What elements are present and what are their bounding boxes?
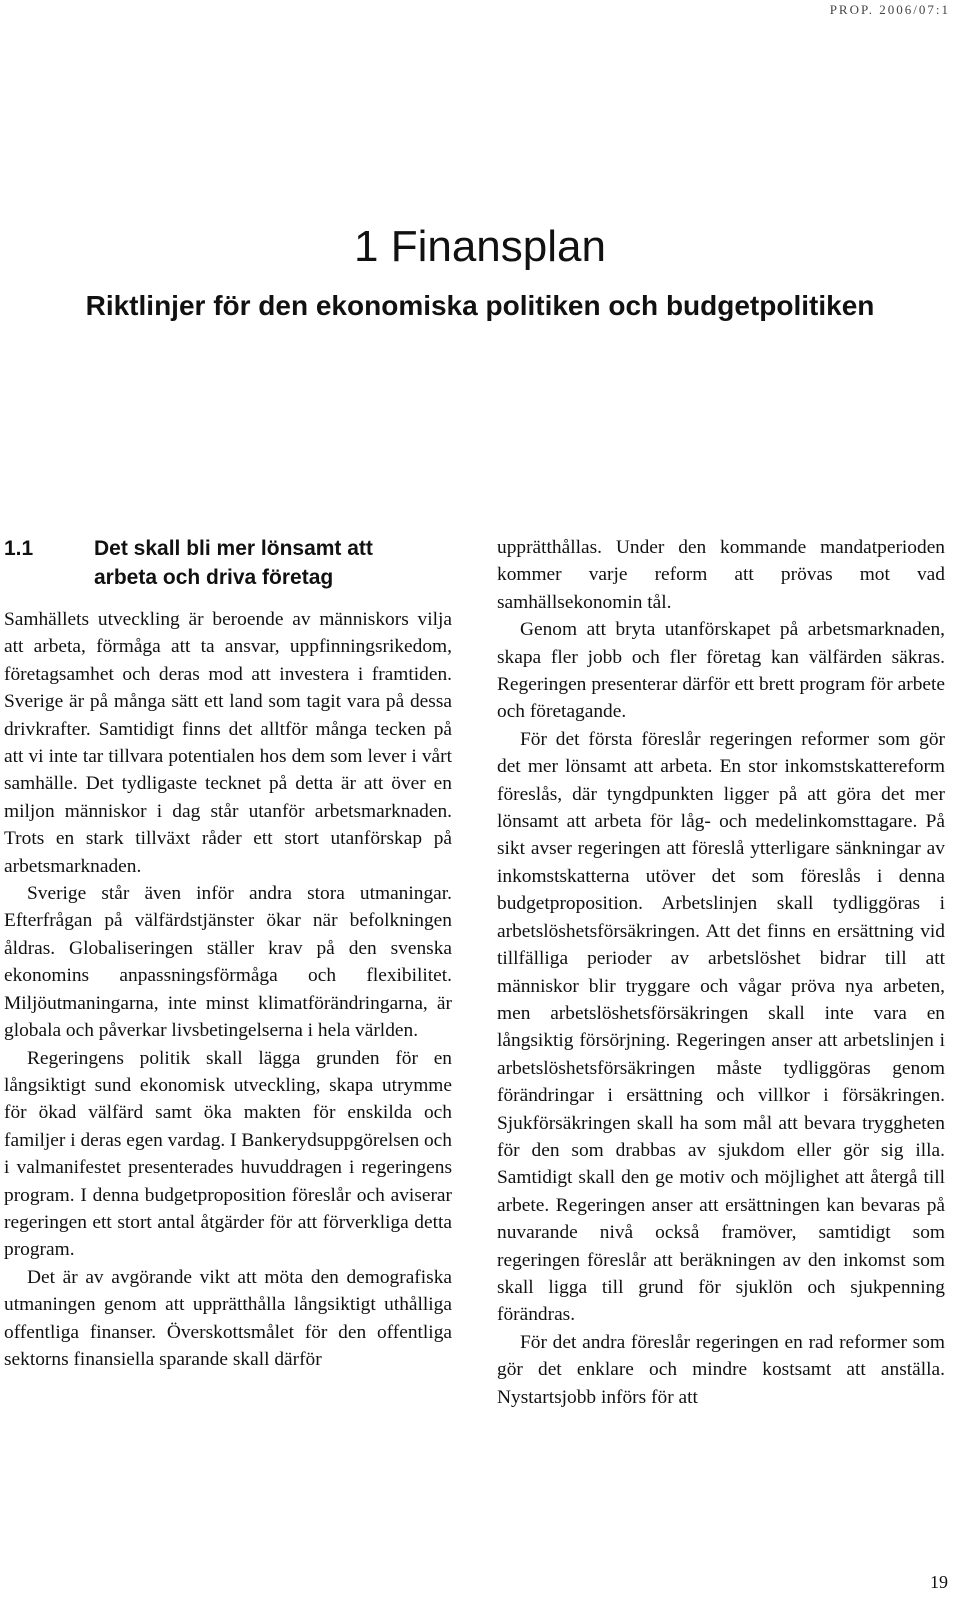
paragraph-continued: upprätthållas. Under den kommande mandatperioden kommer varje reform att prövas mot vad samhällsekonomin tål.: [497, 537, 945, 613]
page-number: 19: [930, 1572, 948, 1592]
paragraph: För det andra föreslår regeringen en rad reformer som gör det enklare och mindre kostsamt att anställa. Nystartsjobb införs för att: [497, 1331, 945, 1408]
paragraph: Det är av avgörande vikt att möta den demografiska utmaningen genom att upprätthålla långsiktigt uthålliga offentliga finanser. Överskottsmålet för den offentliga sektorns finansiella sparande skall därför: [4, 1266, 452, 1370]
paragraph: För det första föreslår regeringen reformer som gör det mer lönsamt att arbeta. En stor inkomstskattereform föreslås, där tyngdpunkten ligger på att göra det mer lönsamt att arbeta för låg- och medelinkomsttagare. På sikt avser regeringen att föreslå ytterligare sänkningar av inkomstskatterna utöver det som föreslås i denna budgetproposition. Arbetslinjen skall tydliggöras i arbetslöshetsförsäkringen. Att det finns en ersättning vid tillfälliga perioder av arbetslöshet bidrar till att människor blir tryggare och vågar pröva nya arbeten, men arbetslöshetsförsäkringen skall inte vara en långsiktig försörjning. Regeringen anser att arbetslinjen i arbetslöshetsförsäkringen måste tydliggöras genom förändringar i ersättning och villkor i försäkringen. Sjukförsäkringen skall ha som mål att bevara tryggheten för den som drabbas av sjukdom eller gör sig illa. Samtidigt skall den ge motiv och möjlighet att återgå till arbete. Regeringen anser att ersättningen kan bevaras på nuvarande nivå också framöver, samtidigt som regeringen föreslår att beräkningen av den inkomst som skall ligga till grund för sjuklön och sjukpenning förändras.: [497, 728, 945, 1326]
paragraph: Samhällets utveckling är beroende av människors vilja att arbeta, förmåga att ta ansvar, uppfinningsrikedom, företagsamhet och deras mod att investera i framtiden. Sverige är på många sätt ett land som tagit vara på dessa drivkrafter. Samtidigt finns det alltför många tecken på att vi inte tar tillvara potentialen hos dem som lever i vårt samhälle. Det tydligaste tecknet på detta är att över en miljon människor i dag står utanför arbetsmarknaden. Trots en stark tillväxt råder ett stort utanförskap på arbetsmarknaden.: [4, 609, 452, 877]
chapter-subtitle: Riktlinjer för den ekonomiska politiken och budgetpolitiken: [85, 290, 875, 321]
right-column: [497, 534, 945, 1411]
paragraph: Regeringens politik skall lägga grunden för en långsiktigt sund ekonomisk utveckling, skapa utrymme för ökad välfärd samt öka makten för enskilda och familjer i deras egen vardag. I Bankerydsuppgörelsen och i valmanifestet presenterades huvuddragen i regeringens program. I denna budgetproposition föreslår och aviserar regeringen ett stort antal åtgärder för att förverkliga detta program.: [4, 1047, 452, 1261]
section-number: 1.1: [4, 537, 34, 560]
chapter-title: 1 Finansplan: [354, 222, 606, 271]
left-column: [4, 534, 452, 1373]
section-title-line-2: arbeta och driva företag: [94, 566, 334, 589]
running-head: PROP. 2006/07:1: [829, 2, 950, 17]
section-title-line-1: Det skall bli mer lönsamt att: [94, 537, 373, 560]
section-heading: [4, 534, 452, 592]
section-title: [94, 534, 452, 592]
paragraph: Sverige står även inför andra stora utmaningar. Efterfrågan på välfärdstjänster ökar när befolkningen åldras. Globaliseringen ställer krav på den svenska ekonomins anpassningsförmåga och flexibilitet. Miljöutmaningarna, inte minst klimatförändringarna, är globala och påverkar livsbetingelserna i hela världen.: [4, 883, 452, 1042]
paragraph: Genom att bryta utanförskapet på arbetsmarknaden, skapa fler jobb och fler företag kan välfärden säkras. Regeringen presenterar därför ett brett program för arbete och företagande.: [497, 619, 945, 723]
